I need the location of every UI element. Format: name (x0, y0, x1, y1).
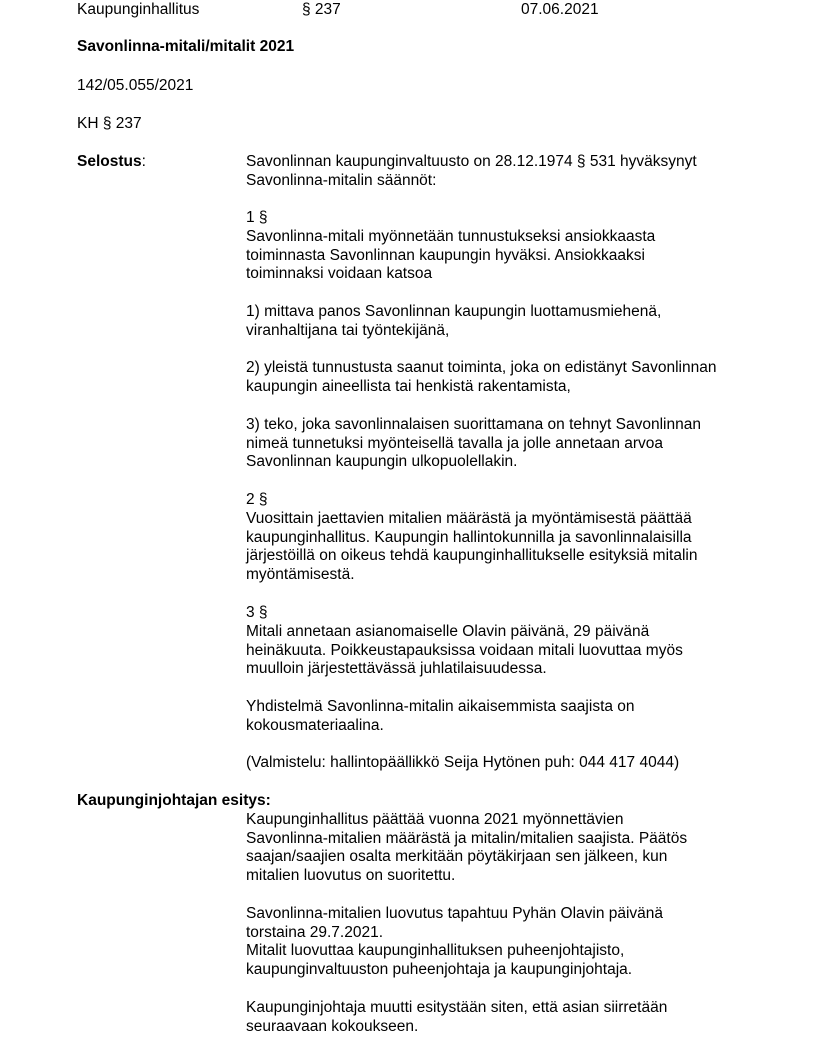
rule-3-heading: 3 § (246, 604, 268, 621)
header-section-number: § 237 (302, 1, 341, 18)
document-title: Savonlinna-mitali/mitalit 2021 (77, 38, 295, 55)
proposal-paragraph-1: Kaupunginhallitus päättää vuonna 2021 myönnettävien Savonlinna-mitalien määrästä ja mitalin/mitalien saajista. Päätös saajan/saajien osalta merkitään pöytäkirjaan sen jälkeen, kun mitalien luovutus on suoritettu. (246, 811, 688, 884)
rule-1-text: Savonlinna-mitali myönnetään tunnustukseksi ansiokkaasta toiminnasta Savonlinnan kaupungin hyväksi. Ansiokkaaksi toiminnaksi voidaan katsoa (246, 228, 656, 282)
proposal-paragraph-2: Savonlinna-mitalien luovutus tapahtuu Pyhän Olavin päivänä torstaina 29.7.2021. Mitalit luovuttaa kaupunginhallituksen puheenjohtajisto, kaupunginvaltuuston puheenjohtaja ja kaupunginjohtaja. (246, 905, 664, 978)
kh-reference: KH § 237 (77, 115, 142, 132)
rule-2-text: Vuosittain jaettavien mitalien määrästä ja myöntämisestä päättää kaupunginhallitus. Kaupungin hallintokunnilla ja savonlinnalaisilla järjestöillä on oikeus tehdä kaupunginhallitukselle esityksiä mitalin myöntämisestä. (246, 510, 698, 583)
proposal-paragraph-3: Kaupunginjohtaja muutti esitystään siten, että asian siirretään seuraavaan kokoukseen. (246, 999, 668, 1035)
rule-1-heading: 1 § (246, 209, 268, 226)
selostus-intro: Savonlinnan kaupunginvaltuusto on 28.12.1974 § 531 hyväksynyt Savonlinna-mitalin säännöt: (246, 153, 697, 189)
rule-1-item-3: 3) teko, joka savonlinnalaisen suorittamana on tehnyt Savonlinnan nimeä tunnetuksi myönteisellä tavalla ja jolle annetaan arvoa Savonlinnan kaupungin ulkopuolellakin. (246, 416, 701, 470)
rule-1-item-1: 1) mittava panos Savonlinnan kaupungin luottamusmiehenä, viranhaltijana tai työntekijänä, (246, 303, 662, 339)
rule-3-text: Mitali annetaan asianomaiselle Olavin päivänä, 29 päivänä heinäkuuta. Poikkeustapauksissa voidaan mitali luovuttaa myös muulloin järjestettävässä juhlatilaisuudessa. (246, 623, 683, 677)
rule-1-item-2: 2) yleistä tunnustusta saanut toiminta, joka on edistänyt Savonlinnan kaupungin aineellista tai henkistä rakentamista, (246, 359, 717, 395)
selostus-label (77, 153, 146, 172)
recipients-summary: Yhdistelmä Savonlinna-mitalin aikaisemmista saajista on kokousmateriaalina. (246, 698, 635, 734)
record-number: 142/05.055/2021 (77, 77, 194, 94)
header-body-name: Kaupunginhallitus (77, 1, 200, 18)
header-date: 07.06.2021 (521, 1, 599, 18)
selostus-label-text: Selostus (77, 153, 142, 170)
proposal-label: Kaupunginjohtajan esitys: (77, 792, 271, 809)
rule-2-heading: 2 § (246, 491, 268, 508)
preparer-contact: (Valmistelu: hallintopäällikkö Seija Hytönen puh: 044 417 4044) (246, 754, 680, 771)
selostus-label-colon: : (141, 153, 146, 170)
